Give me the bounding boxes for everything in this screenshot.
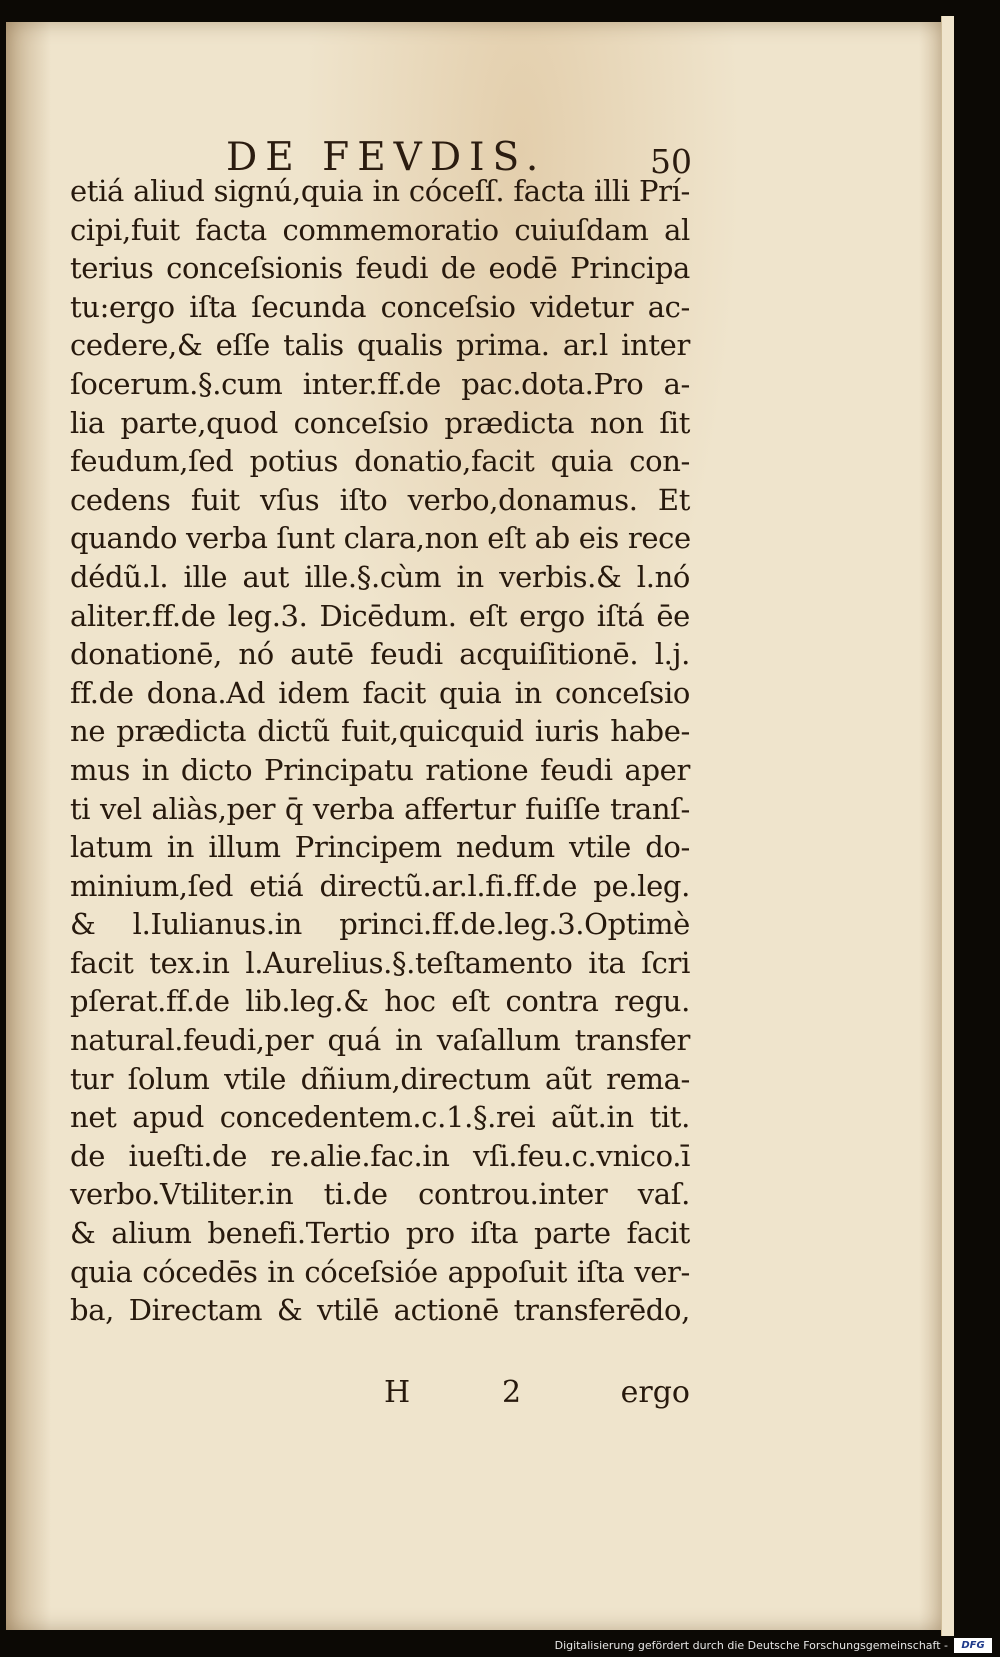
text-line: verbo.Vtiliter.in ti.de controu.inter vaſ.	[70, 1177, 690, 1212]
text-line: quia cócedēs in cóceſsióe appoſuit iſta ver-	[70, 1254, 690, 1289]
text-line: pſerat.ff.de lib.leg.& hoc eſt contra regu.	[70, 984, 690, 1019]
text-line: ti vel aliàs,per q̄ verba affertur fuiſſe tranſ-	[70, 791, 690, 826]
body-text	[70, 172, 690, 1330]
text-line: ba, Directam & vtilē actionē transferēdo,	[70, 1293, 690, 1328]
text-line: dédũ.l. ille aut ille.§.cùm in verbis.& l.nó	[70, 559, 690, 594]
funding-credit: Digitalisierung gefördert durch die Deutsche Forschungsgemeinschaft -	[554, 1639, 948, 1652]
text-line: latum in illum Principem nedum vtile do-	[70, 830, 690, 865]
text-line: de iueſti.de re.alie.fac.in vſi.feu.c.vnico.ī	[70, 1138, 690, 1173]
running-head-title: DE FEVDIS.	[226, 135, 547, 180]
text-line: etiá aliud signú,quia in cóceſſ. facta illi Prí-	[70, 174, 690, 208]
text-line: natural.feudi,per quá in vaſallum transfer	[70, 1023, 690, 1058]
text-line: lia parte,quod conceſsio prædicta non ſit	[70, 405, 690, 440]
text-line: feudum,ſed potius donatio,facit quia con-	[70, 444, 690, 479]
folio-number: 50	[650, 142, 692, 181]
text-line: cipi,fuit facta commemoratio cuiuſdam al	[70, 212, 690, 247]
text-line: tur ſolum vtile dñium,directum aũt rema-	[70, 1061, 690, 1096]
footer-bar	[0, 1636, 1000, 1657]
text-line: donationē, nó autē feudi acquiſitionē. l.j.	[70, 637, 690, 672]
text-line: ne prædicta dictũ fuit,quicquid iuris habe-	[70, 714, 690, 749]
text-line: cedere,& eſſe talis qualis prima. ar.l inter	[70, 328, 690, 363]
text-line: ff.de dona.Ad idem facit quia in conceſsio	[70, 675, 690, 710]
signature-number: 2	[502, 1375, 522, 1410]
catchline	[384, 1375, 690, 1415]
text-line: net apud concedentem.c.1.§.rei aũt.in tit.	[70, 1100, 690, 1135]
text-line: mus in dicto Principatu ratione feudi aper	[70, 752, 690, 787]
text-line: quando verba ſunt clara,non eſt ab eis rece	[70, 521, 691, 556]
text-line: cedens fuit vſus iſto verbo,donamus. Et	[70, 482, 690, 517]
catchword: ergo	[620, 1375, 690, 1410]
text-line: & alium benefi.Tertio pro iſta parte facit	[70, 1216, 690, 1251]
text-line: minium,ſed etiá directũ.ar.l.fi.ff.de pe.leg.	[70, 868, 690, 903]
page-edge	[941, 16, 954, 1636]
text-line: ſocerum.§.cum inter.ff.de pac.dota.Pro a-	[70, 366, 690, 401]
text-line: & l.Iulianus.in princi.ff.de.leg.3.Optimè	[70, 907, 690, 942]
dfg-logo: DFG	[954, 1638, 992, 1653]
text-line: aliter.ff.de leg.3. Dicēdum. eſt ergo iſtá ēe	[70, 598, 690, 633]
text-line: facit tex.in l.Aurelius.§.teſtamento ita ſcri	[70, 945, 690, 980]
text-line: tu:ergo iſta ſecunda conceſsio videtur ac-	[70, 289, 690, 324]
text-line: terius conceſsionis feudi de eodē Principa	[70, 251, 690, 286]
signature-mark: H	[384, 1375, 411, 1410]
